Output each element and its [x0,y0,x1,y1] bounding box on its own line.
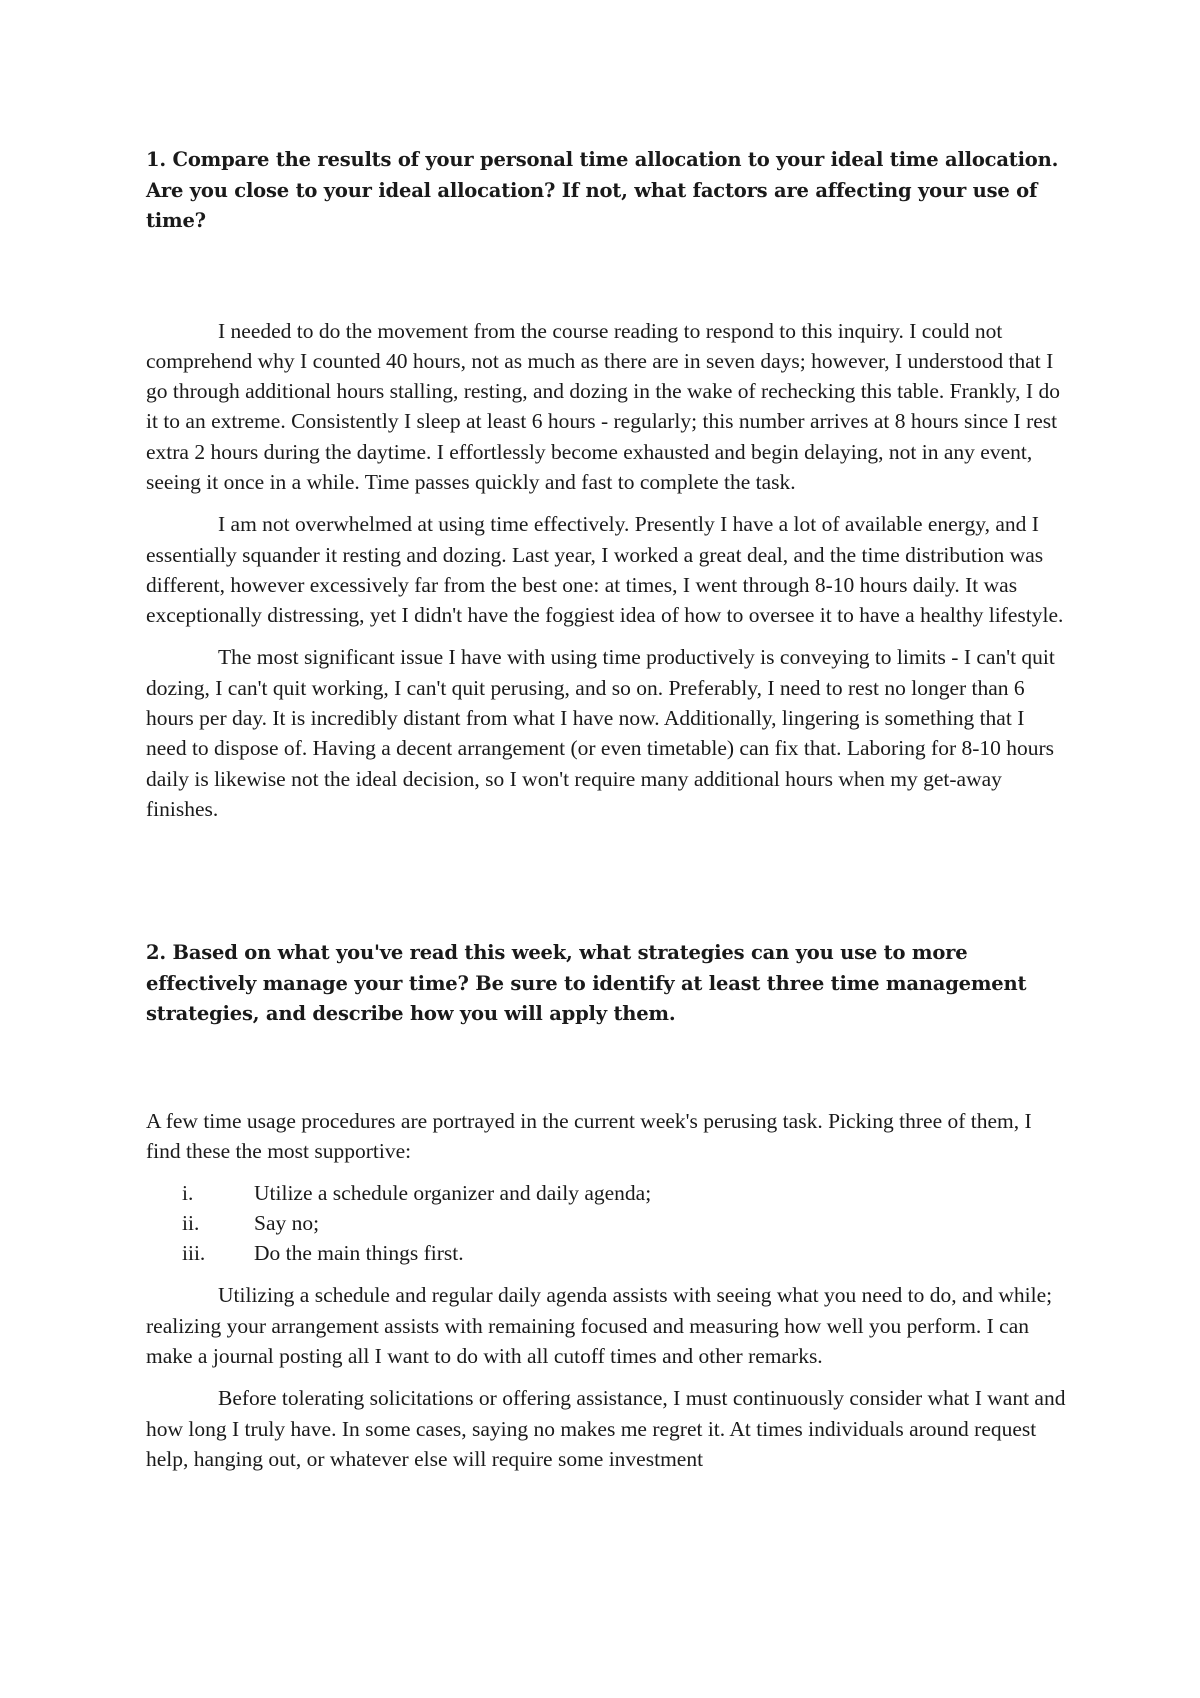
list-item-number: iii. [182,1241,206,1266]
strategy-list [146,1178,1066,1268]
list-item-text: Utilize a schedule organizer and daily agenda; [254,1181,652,1206]
list-item [146,1178,1066,1208]
answer-2-paragraph-1: Utilizing a schedule and regular daily agenda assists with seeing what you need to do, and while; realizing your arrangement assists with remaining focused and measuring how well you perform. I can make a journal posting all I want to do with all cutoff times and other remarks. [146,1283,1053,1368]
list-item [146,1238,1066,1268]
question-1: 1. Compare the results of your personal time allocation to your ideal time allocation. Are you close to your ideal allocation? If not, what factors are affecting your use of time? [146,148,1059,232]
answer-1-paragraph-2: I am not overwhelmed at using time effectively. Presently I have a lot of available energy, and I essentially squander it resting and dozing. Last year, I worked a great deal, and the time distribution was different, however excessively far from the best one: at times, I went through 8-10 hours daily. It was exceptionally distressing, yet I didn't have the foggiest idea of how to oversee it to have a healthy lifestyle. [146,512,1064,628]
document-body [146,145,1066,1474]
answer-2-intro: A few time usage procedures are portrayed in the current week's perusing task. Picking three of them, I find these the most supportive: [146,1108,1032,1164]
answer-1-paragraph-3: The most significant issue I have with using time productively is conveying to limits - I can't quit dozing, I can't quit working, I can't quit perusing, and so on. Preferably, I need to rest no longer than 6 hours per day. It is incredibly distant from what I have now. Additionally, lingering is something that I need to dispose of. Having a decent arrangement (or even timetable) can fix that. Laboring for 8-10 hours daily is likewise not the ideal decision, so I won't require many additional hours when my get-away finishes. [146,645,1055,821]
question-2: 2. Based on what you've read this week, what strategies can you use to more effectively manage your time? Be sure to identify at least three time management strategies, and describe how you will apply them. [146,941,1027,1026]
answer-1-paragraph-1: I needed to do the movement from the course reading to respond to this inquiry. I could not comprehend why I counted 40 hours, not as much as there are in seven days; however, I understood that I go through additional hours stalling, resting, and dozing in the wake of rechecking this table. Frankly, I do it to an extreme. Consistently I sleep at least 6 hours - regularly; this number arrives at 8 hours since I rest extra 2 hours during the daytime. I effortlessly become exhausted and begin delaying, not in any event, seeing it once in a while. Time passes quickly and fast to complete the task. [146,318,1060,494]
list-item-text: Say no; [254,1211,320,1236]
list-item-number: ii. [182,1211,200,1236]
answer-2-paragraph-2: Before tolerating solicitations or offering assistance, I must continuously consider what I want and how long I truly have. In some cases, saying no makes me regret it. At times individuals around request help, hanging out, or whatever else will require some investment [146,1386,1066,1471]
list-item-text: Do the main things first. [254,1241,464,1266]
list-item [146,1208,1066,1238]
list-item-number: i. [182,1181,194,1206]
